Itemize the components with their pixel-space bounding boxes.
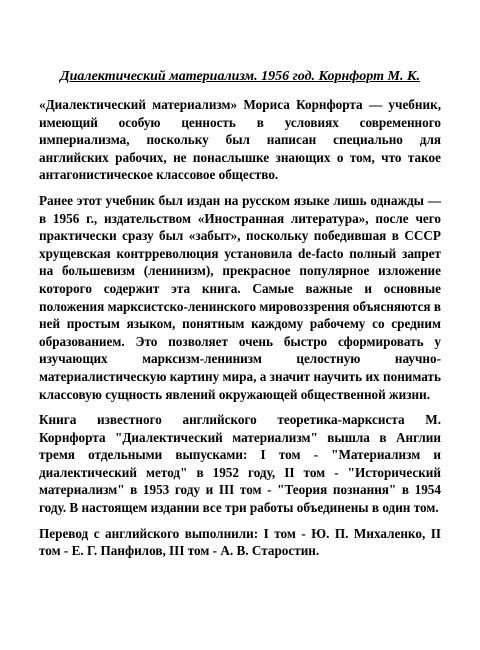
document-title: Диалектический материализм. 1956 год. Корнфорт М. К. bbox=[60, 69, 420, 84]
paragraph-history: Ранее этот учебник был издан на русском языке лишь однажды — в 1956 г., издательством «Иностранная литература», после чего практически сразу был «забыт», поскольку победившая в СССР хрущевская контрреволюция установила de-facto полный запрет на большевизм (ленинизм), прекрасное популярное изложение которого содержит эта книга. Самые важные и основные положения марксистско-ленинского мировоззрения объясняются в ней простым языком, понятным каждому рабочему со средним образованием. Это позволяет очень быстро сформировать у изучающих марксизм-ленинизм целостную научно-материалистическую картину мира, а значит научить их понимать классовую сущность явлений окружающей общественной жизни. bbox=[39, 192, 441, 402]
paragraph-volumes: Книга известного английского теоретика-марксиста М. Корнфорта "Диалектический материализм" вышла в Англии тремя отдельными выпусками: I том - "Материализм и диалектический метод" в 1952 году, II том - "Исторический материализм" в 1953 году и III том - "Теория познания" в 1954 году. В настоящем издании все три работы объединены в один том. bbox=[39, 412, 441, 516]
paragraph-translators: Перевод с английского выполнили: I том - Ю. П. Михаленко, II том - Е. Г. Панфилов, III том - А. В. Старостин. bbox=[39, 525, 441, 559]
paragraph-intro: «Диалектический материализм» Мориса Корнфорта — учебник, имеющий особую ценность в условиях современного империализма, поскольку был написан специально для английских рабочих, не понаслышке знающих о том, что такое антагонистическое классовое общество. bbox=[39, 97, 441, 183]
document-page bbox=[39, 68, 441, 568]
